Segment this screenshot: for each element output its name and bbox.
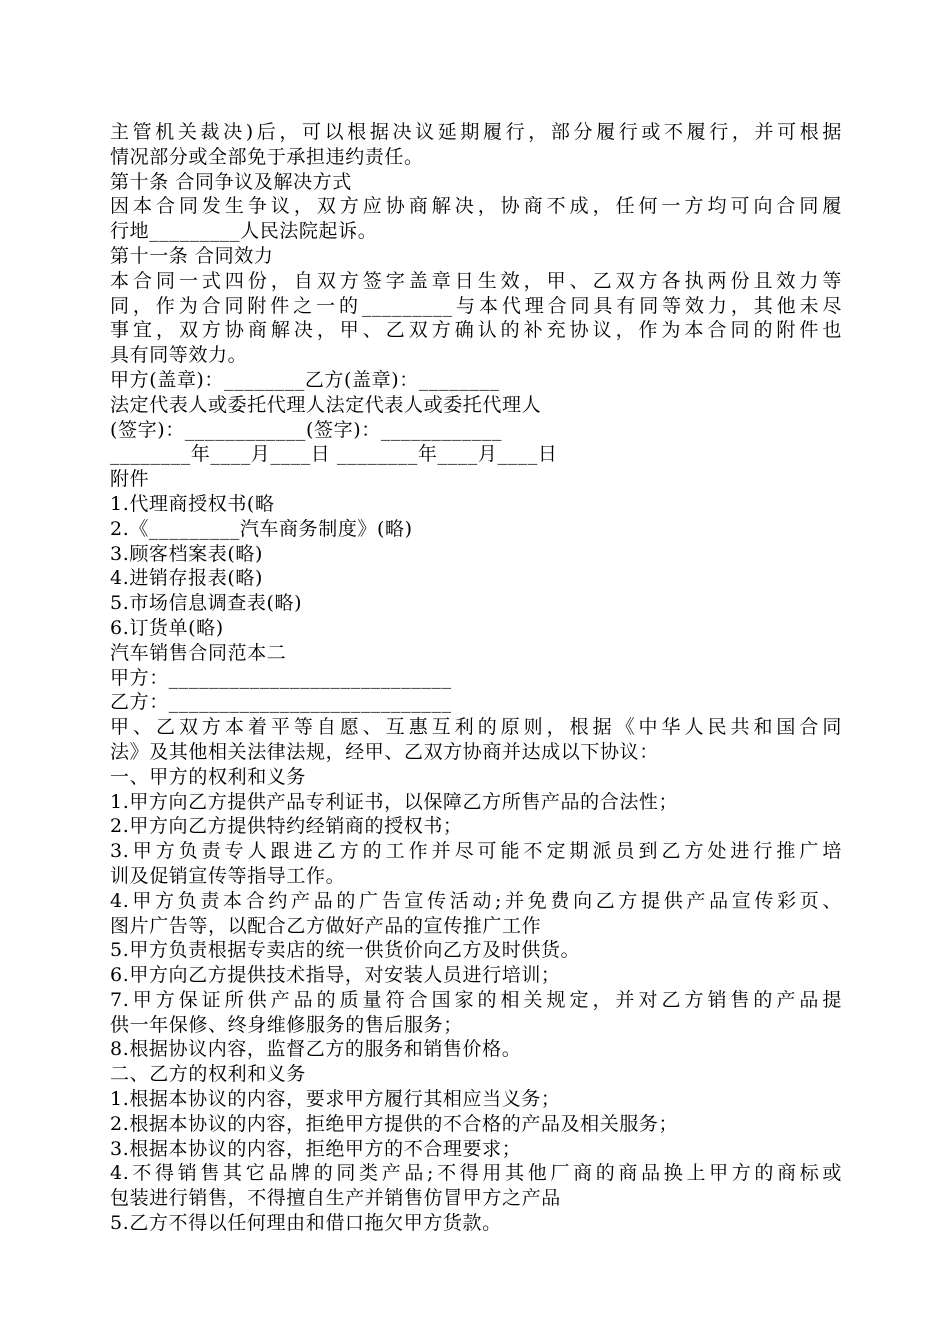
text-line: 本合同一式四份，自双方签字盖章日生效，甲、乙双方各执两份且效力等 xyxy=(110,269,842,292)
text-line: 第十条 合同争议及解决方式 xyxy=(110,170,352,193)
text-line: 一、甲方的权利和义务 xyxy=(110,765,307,788)
text-line: 具有同等效力。 xyxy=(110,344,248,367)
text-line: 主管机关裁决)后，可以根据决议延期履行，部分履行或不履行，并可根据 xyxy=(110,121,842,143)
text-line: 第十一条 合同效力 xyxy=(110,244,274,267)
text-line: 法定代表人或委托代理人法定代表人或委托代理人 xyxy=(110,393,542,416)
text-line: 法》及其他相关法律法规，经甲、乙双方协商并达成以下协议： xyxy=(110,740,659,763)
text-line: 1.根据本协议的内容，要求甲方履行其相应当义务； xyxy=(110,1088,561,1111)
text-line: 3.甲方负责专人跟进乙方的工作并尽可能不定期派员到乙方处进行推广培 xyxy=(110,840,842,863)
text-line: ________年____月____日 ________年____月____日 xyxy=(110,443,558,466)
text-line: 甲方(盖章)：________乙方(盖章)：________ xyxy=(110,368,500,391)
text-line: 4.不得销售其它品牌的同类产品;不得用其他厂商的商品换上甲方的商标或 xyxy=(110,1162,842,1185)
text-line: 2.根据本协议的内容，拒绝甲方提供的不合格的产品及相关服务； xyxy=(110,1112,679,1135)
text-line: 6.甲方向乙方提供技术指导，对安装人员进行培训； xyxy=(110,964,561,987)
text-line: 汽车销售合同范本二 xyxy=(110,641,287,664)
text-line: 同，作为合同附件之一的_________与本代理合同具有同等效力，其他未尽 xyxy=(110,294,842,317)
text-line: 附件 xyxy=(110,468,150,491)
text-line: 2.《_________汽车商务制度》(略) xyxy=(110,517,413,540)
text-line: 甲方：____________________________ xyxy=(110,666,452,689)
text-line: 1.甲方向乙方提供产品专利证书，以保障乙方所售产品的合法性； xyxy=(110,790,679,813)
text-line: 二、乙方的权利和义务 xyxy=(110,1063,307,1086)
text-line: 行地_________人民法院起诉。 xyxy=(110,220,378,243)
text-line: 供一年保修、终身维修服务的售后服务； xyxy=(110,1013,463,1036)
document-body xyxy=(110,120,842,1236)
text-line: 乙方：____________________________ xyxy=(110,691,452,714)
text-line: 甲、乙双方本着平等自愿、互惠互利的原则，根据《中华人民共和国合同 xyxy=(110,716,842,739)
text-line: 图片广告等，以配合乙方做好产品的宣传推广工作 xyxy=(110,914,542,937)
text-line: 事宜，双方协商解决，甲、乙双方确认的补充协议，作为本合同的附件也 xyxy=(110,319,842,342)
text-line: 4.甲方负责本合约产品的广告宣传活动;并免费向乙方提供产品宣传彩页、 xyxy=(110,889,842,912)
text-line: 5.市场信息调查表(略) xyxy=(110,592,303,615)
text-line: 情况部分或全部免于承担违约责任。 xyxy=(110,145,424,168)
text-line: 8.根据协议内容，监督乙方的服务和销售价格。 xyxy=(110,1038,522,1061)
text-line: 包装进行销售，不得擅自生产并销售仿冒甲方之产品 xyxy=(110,1187,561,1210)
text-line: 7.甲方保证所供产品的质量符合国家的相关规定，并对乙方销售的产品提 xyxy=(110,988,842,1011)
text-line: 6.订货单(略) xyxy=(110,616,224,639)
text-line: 因本合同发生争议，双方应协商解决，协商不成，任何一方均可向合同履 xyxy=(110,195,842,218)
text-line: 5.乙方不得以任何理由和借口拖欠甲方货款。 xyxy=(110,1212,502,1235)
text-line: 4.进销存报表(略) xyxy=(110,567,263,590)
text-line: 1.代理商授权书(略 xyxy=(110,492,275,515)
text-line: 2.甲方向乙方提供特约经销商的授权书； xyxy=(110,815,463,838)
text-line: 5.甲方负责根据专卖店的统一供货价向乙方及时供货。 xyxy=(110,939,581,962)
text-line: (签字)：____________(签字)：____________ xyxy=(110,418,503,441)
text-line: 训及促销宣传等指导工作。 xyxy=(110,864,346,887)
text-line: 3.顾客档案表(略) xyxy=(110,542,263,565)
text-line: 3.根据本协议的内容，拒绝甲方的不合理要求； xyxy=(110,1137,522,1160)
